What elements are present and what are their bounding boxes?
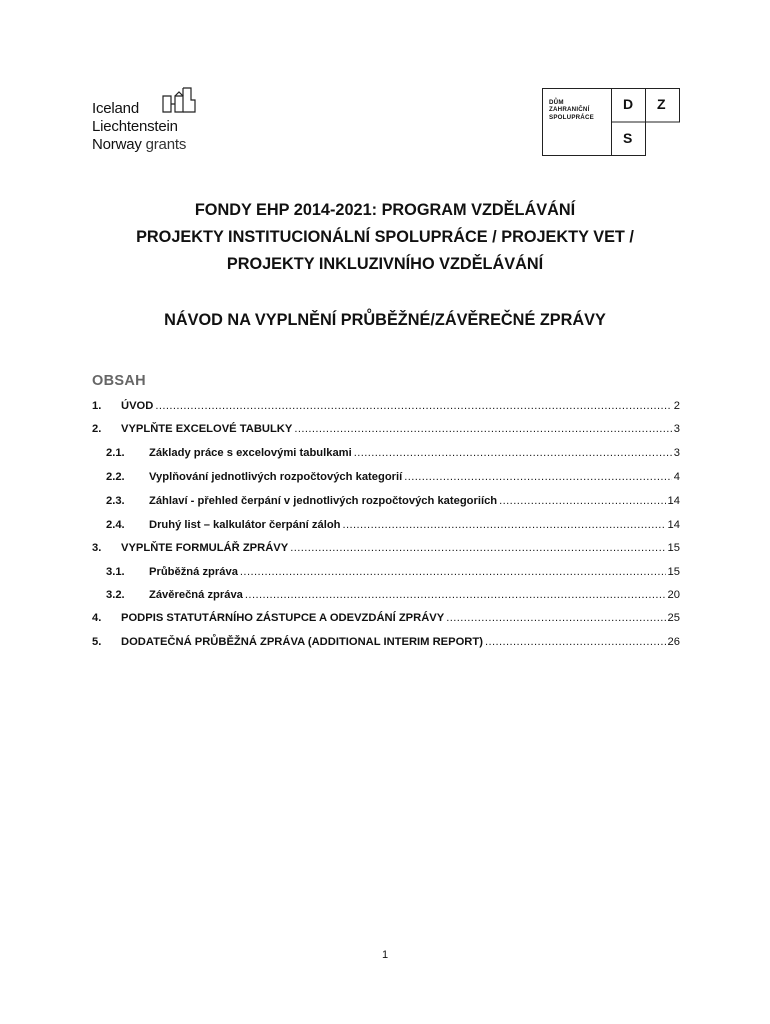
toc-entry-number: 2.2. xyxy=(106,471,125,483)
dzs-letter-z: Z xyxy=(657,96,666,112)
dzs-name xyxy=(549,99,594,121)
toc-entry-page: 15 xyxy=(667,566,680,578)
toc-leader-dots xyxy=(245,589,666,601)
document-title-line-2: PROJEKTY INSTITUCIONÁLNÍ SPOLUPRÁCE / PROJEKTY VET / xyxy=(136,228,634,246)
dzs-logo xyxy=(542,88,680,156)
toc-entry-page: 3 xyxy=(673,423,680,435)
toc-entry-label: Záhlaví - přehled čerpání v jednotlivých rozpočtových kategoriích xyxy=(149,495,498,507)
toc-entry-number: 2.1. xyxy=(106,447,125,459)
toc-entry[interactable] xyxy=(106,585,680,601)
toc-entry[interactable] xyxy=(92,396,680,412)
toc-entry[interactable] xyxy=(92,419,680,435)
toc-entry[interactable] xyxy=(106,467,680,483)
document-subtitle: NÁVOD NA VYPLNĚNÍ PRŮBĚŽNÉ/ZÁVĚREČNÉ ZPRÁVY xyxy=(164,311,606,329)
toc-entry-label: Průběžná zpráva xyxy=(149,566,238,578)
toc-entry[interactable] xyxy=(92,538,680,554)
toc-entry-label: Vyplňování jednotlivých rozpočtových kategorií xyxy=(149,471,403,483)
toc-entry-page: 2 xyxy=(673,400,680,412)
eea-grants-mark-icon xyxy=(162,86,196,114)
toc-entry-number: 2. xyxy=(92,423,102,435)
document-title-line-3: PROJEKTY INKLUZIVNÍHO VZDĚLÁVÁNÍ xyxy=(226,255,544,273)
toc-entry-number: 2.3. xyxy=(106,495,125,507)
toc-entry-page: 15 xyxy=(667,542,680,554)
toc-entry-page: 3 xyxy=(673,447,680,459)
logo-text-grants: grants xyxy=(145,136,187,153)
toc-entry-page: 26 xyxy=(667,636,680,648)
toc-entry[interactable] xyxy=(106,491,680,507)
toc-entry-label: VYPLŇTE FORMULÁŘ ZPRÁVY xyxy=(121,542,289,554)
toc-entry-number: 4. xyxy=(92,612,102,624)
toc-leader-dots xyxy=(404,471,672,483)
dzs-letter-d: D xyxy=(623,96,634,112)
toc-entry-number: 1. xyxy=(92,400,102,412)
document-title-line-1: FONDY EHP 2014-2021: PROGRAM VZDĚLÁVÁNÍ xyxy=(194,201,576,219)
toc-leader-dots xyxy=(499,495,665,507)
toc-entry-number: 3.1. xyxy=(106,566,125,578)
toc-entry-label: DODATEČNÁ PRŮBĚŽNÁ ZPRÁVA (ADDITIONAL INTERIM REPORT) xyxy=(121,636,483,648)
dzs-name-line: DŮM xyxy=(549,99,564,106)
toc-entry-page: 14 xyxy=(667,519,680,531)
toc-entry[interactable] xyxy=(106,443,680,459)
logo-text-liechtenstein: Liechtenstein xyxy=(92,118,178,135)
page-number: 1 xyxy=(381,949,389,961)
toc-entry[interactable] xyxy=(106,562,680,578)
toc-leader-dots xyxy=(485,636,666,648)
toc-leader-dots xyxy=(343,519,666,531)
eea-grants-logo xyxy=(92,86,212,156)
toc-entry-label: VYPLŇTE EXCELOVÉ TABULKY xyxy=(121,423,293,435)
toc-entry[interactable] xyxy=(106,515,680,531)
toc-entry-label: PODPIS STATUTÁRNÍHO ZÁSTUPCE A ODEVZDÁNÍ ZPRÁVY xyxy=(121,612,445,624)
dzs-name-line: ZAHRANIČNÍ xyxy=(549,106,590,114)
logo-text-norway-grants xyxy=(92,136,186,153)
toc-entry-page: 25 xyxy=(667,612,680,624)
toc-entry-page: 14 xyxy=(667,495,680,507)
toc-entry-number: 2.4. xyxy=(106,519,125,531)
toc-entry-label: Druhý list – kalkulátor čerpání záloh xyxy=(149,519,341,531)
toc-entry-label: Závěrečná zpráva xyxy=(149,589,243,601)
toc-entry[interactable] xyxy=(92,608,680,624)
toc-heading: OBSAH xyxy=(92,373,146,389)
toc-leader-dots xyxy=(155,400,671,412)
toc-entry-number: 3. xyxy=(92,542,102,554)
toc-entry-page: 4 xyxy=(673,471,680,483)
toc-entry[interactable] xyxy=(92,632,680,648)
logo-text-iceland: Iceland xyxy=(92,100,139,117)
toc-leader-dots xyxy=(446,612,665,624)
toc-entry-number: 3.2. xyxy=(106,589,125,601)
toc-leader-dots xyxy=(354,447,672,459)
dzs-letter-s: S xyxy=(623,130,633,146)
toc-entry-label: ÚVOD xyxy=(121,400,154,412)
toc-entry-page: 20 xyxy=(667,589,680,601)
toc-entry-number: 5. xyxy=(92,636,102,648)
toc-leader-dots xyxy=(290,542,665,554)
logo-text-norway: Norway xyxy=(92,136,142,153)
dzs-name-line: SPOLUPRÁCE xyxy=(549,113,594,121)
toc-entry-label: Základy práce s excelovými tabulkami xyxy=(149,447,352,459)
toc-leader-dots xyxy=(240,566,666,578)
toc-leader-dots xyxy=(294,423,671,435)
